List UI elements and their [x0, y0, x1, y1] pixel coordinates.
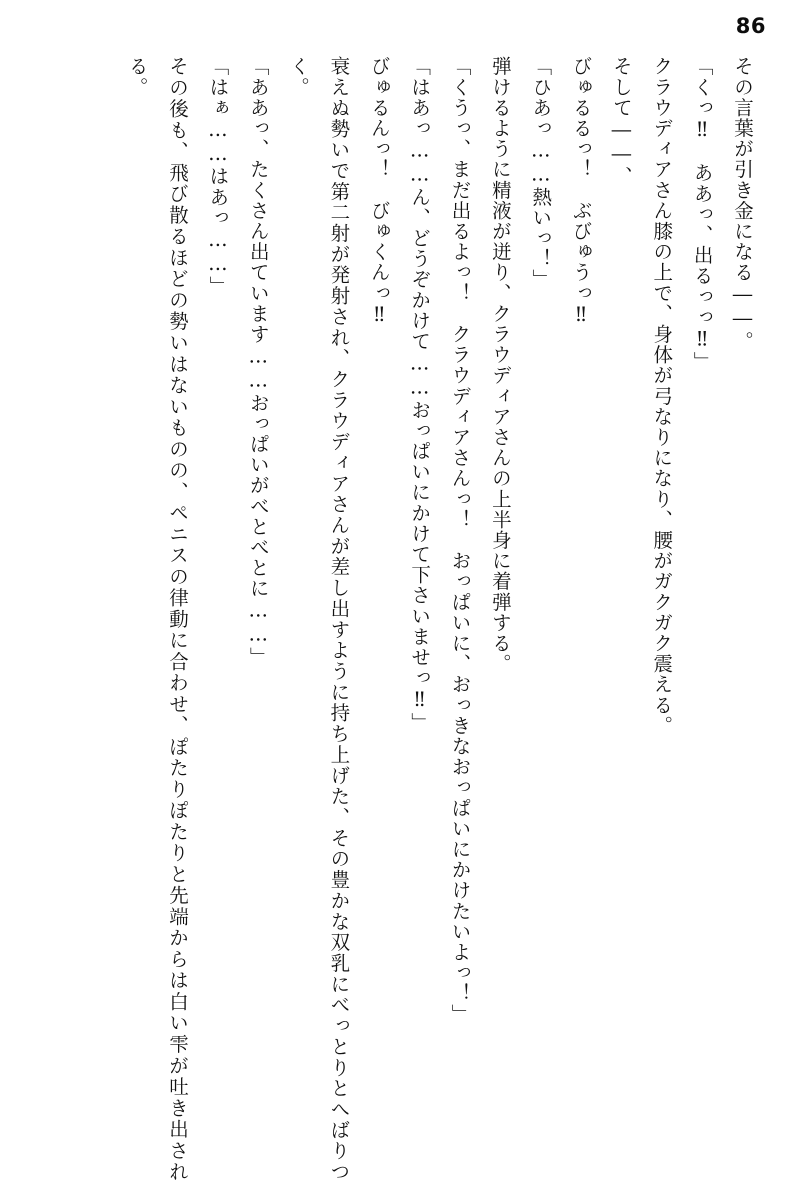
text-line: 「はあっ……ん、どうぞかけて……おっぱいにかけて下さいませっ‼」	[408, 56, 432, 733]
text-line: びゅるんっ！ びゅくんっ‼	[367, 56, 391, 328]
text-line: 「はぁ……はあっ……」	[206, 56, 230, 297]
page-number: 86	[735, 14, 766, 38]
text-line: 「くっ‼ ああっ、出るっっ‼」	[690, 56, 714, 372]
text-line: びゅるるっ！ ぶびゅうっ‼	[569, 56, 593, 328]
text-line: そして――、	[609, 56, 633, 187]
text-line: 「ああっ、たくさん出ています……おっぱいがべとべとに……」	[246, 56, 270, 668]
text-line: 衰えぬ勢いで第二射が発射され、クラウディアさんが差し出すように持ち上げた、その豊かな双乳にべっとりとへばりつく。	[287, 56, 351, 1182]
text-line: 弾けるように精液が迸り、クラウディアさんの上半身に着弾する。	[488, 56, 512, 674]
text-line: 「ひあっ……熱いっ！」	[529, 56, 553, 290]
text-line: その言葉が引き金になる――。	[731, 56, 754, 352]
text-line: 「くうっ、まだ出るよっ！ クラウディアさんっ！ おっぱいに、おっきなおっぱいにかけたいよっ！」	[448, 56, 472, 1025]
vertical-body-text	[44, 56, 762, 1182]
text-line: クラウディアさん膝の上で、身体が弓なりになり、腰がガクガク震える。	[650, 56, 674, 736]
text-line: その後も、飛び散るほどの勢いはないものの、ペニスの律動に合わせ、ぽたりぽたりと先端からは白い雫が吐き出される。	[125, 56, 189, 1182]
